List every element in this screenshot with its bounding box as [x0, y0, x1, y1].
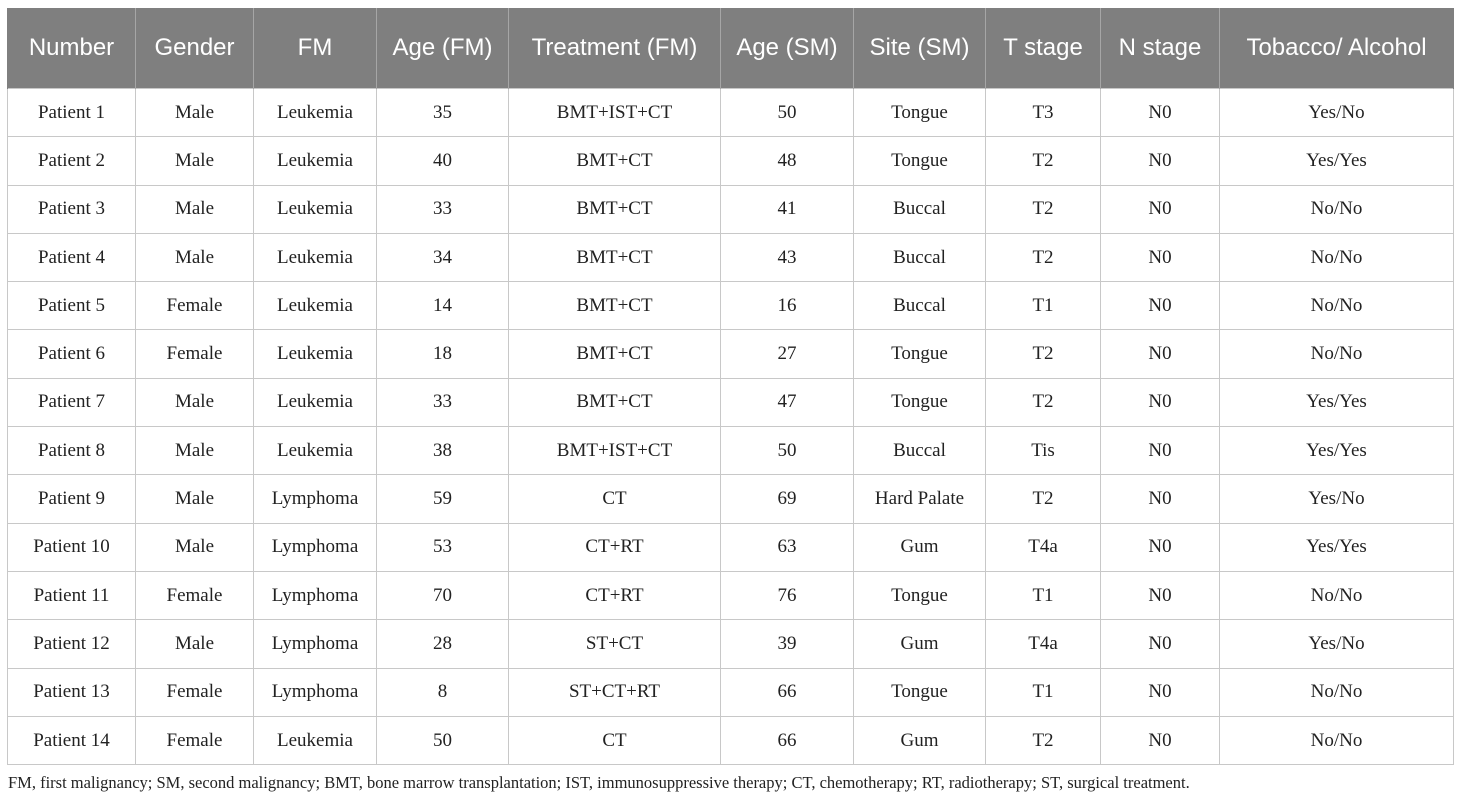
- cell-treatment-fm: BMT+IST+CT: [509, 89, 721, 137]
- cell-treatment-fm: BMT+IST+CT: [509, 427, 721, 475]
- table-row: [8, 523, 1454, 571]
- cell-site-sm: Buccal: [854, 233, 986, 281]
- table-row: [8, 620, 1454, 668]
- cell-tobacco-alcohol: No/No: [1220, 282, 1454, 330]
- cell-number: Patient 5: [8, 282, 136, 330]
- cell-tobacco-alcohol: Yes/No: [1220, 89, 1454, 137]
- cell-gender: Male: [136, 185, 254, 233]
- cell-n-stage: N0: [1101, 378, 1220, 426]
- cell-site-sm: Tongue: [854, 668, 986, 716]
- cell-gender: Female: [136, 668, 254, 716]
- cell-n-stage: N0: [1101, 668, 1220, 716]
- cell-treatment-fm: BMT+CT: [509, 330, 721, 378]
- cell-site-sm: Tongue: [854, 137, 986, 185]
- cell-age-fm: 28: [377, 620, 509, 668]
- cell-age-sm: 50: [721, 427, 854, 475]
- table-body: [8, 89, 1454, 765]
- cell-t-stage: T3: [986, 89, 1101, 137]
- table-row: [8, 668, 1454, 716]
- cell-gender: Male: [136, 378, 254, 426]
- cell-tobacco-alcohol: No/No: [1220, 185, 1454, 233]
- cell-tobacco-alcohol: No/No: [1220, 571, 1454, 619]
- cell-number: Patient 10: [8, 523, 136, 571]
- cell-gender: Male: [136, 233, 254, 281]
- cell-treatment-fm: ST+CT: [509, 620, 721, 668]
- cell-number: Patient 1: [8, 89, 136, 137]
- cell-fm: Leukemia: [254, 137, 377, 185]
- cell-site-sm: Tongue: [854, 89, 986, 137]
- cell-age-sm: 27: [721, 330, 854, 378]
- cell-gender: Male: [136, 137, 254, 185]
- cell-tobacco-alcohol: Yes/No: [1220, 475, 1454, 523]
- cell-age-sm: 69: [721, 475, 854, 523]
- cell-age-sm: 63: [721, 523, 854, 571]
- cell-age-fm: 8: [377, 668, 509, 716]
- cell-site-sm: Tongue: [854, 378, 986, 426]
- cell-treatment-fm: BMT+CT: [509, 185, 721, 233]
- cell-t-stage: T4a: [986, 523, 1101, 571]
- cell-age-sm: 41: [721, 185, 854, 233]
- cell-number: Patient 9: [8, 475, 136, 523]
- cell-fm: Lymphoma: [254, 475, 377, 523]
- cell-treatment-fm: CT+RT: [509, 523, 721, 571]
- table-row: [8, 185, 1454, 233]
- header-tobacco-alcohol: Tobacco/ Alcohol: [1220, 8, 1454, 89]
- cell-age-fm: 59: [377, 475, 509, 523]
- cell-gender: Male: [136, 620, 254, 668]
- cell-treatment-fm: CT: [509, 716, 721, 764]
- cell-site-sm: Gum: [854, 716, 986, 764]
- cell-gender: Male: [136, 523, 254, 571]
- patient-table: [7, 8, 1454, 765]
- cell-age-sm: 48: [721, 137, 854, 185]
- cell-gender: Female: [136, 282, 254, 330]
- cell-treatment-fm: ST+CT+RT: [509, 668, 721, 716]
- patient-table-container: [7, 8, 1453, 765]
- cell-n-stage: N0: [1101, 571, 1220, 619]
- cell-fm: Leukemia: [254, 716, 377, 764]
- cell-number: Patient 13: [8, 668, 136, 716]
- cell-n-stage: N0: [1101, 282, 1220, 330]
- cell-fm: Leukemia: [254, 282, 377, 330]
- cell-treatment-fm: CT: [509, 475, 721, 523]
- cell-gender: Male: [136, 427, 254, 475]
- cell-fm: Leukemia: [254, 185, 377, 233]
- cell-t-stage: T2: [986, 185, 1101, 233]
- cell-age-fm: 35: [377, 89, 509, 137]
- cell-n-stage: N0: [1101, 716, 1220, 764]
- cell-fm: Leukemia: [254, 233, 377, 281]
- cell-t-stage: T4a: [986, 620, 1101, 668]
- header-gender: Gender: [136, 8, 254, 89]
- cell-n-stage: N0: [1101, 427, 1220, 475]
- table-footnote: FM, first malignancy; SM, second malignancy; BMT, bone marrow transplantation; IST, immunosuppressive therapy; CT, chemotherapy; RT, radiotherapy; ST, surgical treatment.: [8, 773, 1190, 792]
- cell-t-stage: T1: [986, 571, 1101, 619]
- cell-t-stage: T2: [986, 475, 1101, 523]
- cell-site-sm: Gum: [854, 523, 986, 571]
- cell-age-fm: 33: [377, 185, 509, 233]
- cell-tobacco-alcohol: Yes/Yes: [1220, 427, 1454, 475]
- header-age-sm: Age (SM): [721, 8, 854, 89]
- header-age-fm: Age (FM): [377, 8, 509, 89]
- header-fm: FM: [254, 8, 377, 89]
- cell-number: Patient 8: [8, 427, 136, 475]
- table-row: [8, 330, 1454, 378]
- cell-fm: Leukemia: [254, 427, 377, 475]
- cell-age-sm: 76: [721, 571, 854, 619]
- cell-t-stage: T2: [986, 378, 1101, 426]
- table-row: [8, 378, 1454, 426]
- header-treatment-fm: Treatment (FM): [509, 8, 721, 89]
- cell-gender: Female: [136, 716, 254, 764]
- cell-n-stage: N0: [1101, 233, 1220, 281]
- table-row: [8, 571, 1454, 619]
- cell-age-fm: 53: [377, 523, 509, 571]
- cell-number: Patient 2: [8, 137, 136, 185]
- table-row: [8, 716, 1454, 764]
- table-header-row: [8, 8, 1454, 89]
- cell-number: Patient 4: [8, 233, 136, 281]
- table-row: [8, 89, 1454, 137]
- cell-age-sm: 16: [721, 282, 854, 330]
- cell-n-stage: N0: [1101, 137, 1220, 185]
- cell-tobacco-alcohol: No/No: [1220, 330, 1454, 378]
- cell-fm: Lymphoma: [254, 523, 377, 571]
- header-n-stage: N stage: [1101, 8, 1220, 89]
- cell-age-fm: 40: [377, 137, 509, 185]
- cell-treatment-fm: BMT+CT: [509, 233, 721, 281]
- cell-age-fm: 38: [377, 427, 509, 475]
- cell-fm: Lymphoma: [254, 668, 377, 716]
- cell-age-fm: 18: [377, 330, 509, 378]
- cell-tobacco-alcohol: Yes/Yes: [1220, 523, 1454, 571]
- cell-gender: Male: [136, 89, 254, 137]
- table-row: [8, 137, 1454, 185]
- cell-age-fm: 34: [377, 233, 509, 281]
- cell-t-stage: T2: [986, 233, 1101, 281]
- header-site-sm: Site (SM): [854, 8, 986, 89]
- cell-age-sm: 50: [721, 89, 854, 137]
- cell-age-sm: 43: [721, 233, 854, 281]
- cell-site-sm: Tongue: [854, 571, 986, 619]
- cell-n-stage: N0: [1101, 620, 1220, 668]
- table-row: [8, 475, 1454, 523]
- cell-fm: Leukemia: [254, 330, 377, 378]
- cell-gender: Female: [136, 330, 254, 378]
- cell-age-sm: 39: [721, 620, 854, 668]
- cell-treatment-fm: BMT+CT: [509, 378, 721, 426]
- cell-age-fm: 70: [377, 571, 509, 619]
- table-row: [8, 427, 1454, 475]
- cell-treatment-fm: BMT+CT: [509, 137, 721, 185]
- header-t-stage: T stage: [986, 8, 1101, 89]
- cell-age-sm: 66: [721, 716, 854, 764]
- cell-n-stage: N0: [1101, 475, 1220, 523]
- cell-n-stage: N0: [1101, 330, 1220, 378]
- cell-t-stage: T2: [986, 330, 1101, 378]
- cell-age-sm: 47: [721, 378, 854, 426]
- cell-gender: Female: [136, 571, 254, 619]
- cell-site-sm: Buccal: [854, 185, 986, 233]
- cell-n-stage: N0: [1101, 185, 1220, 233]
- cell-tobacco-alcohol: No/No: [1220, 668, 1454, 716]
- cell-number: Patient 14: [8, 716, 136, 764]
- cell-site-sm: Gum: [854, 620, 986, 668]
- cell-gender: Male: [136, 475, 254, 523]
- cell-tobacco-alcohol: Yes/Yes: [1220, 378, 1454, 426]
- cell-treatment-fm: CT+RT: [509, 571, 721, 619]
- cell-number: Patient 7: [8, 378, 136, 426]
- cell-t-stage: T2: [986, 137, 1101, 185]
- cell-number: Patient 12: [8, 620, 136, 668]
- cell-t-stage: T1: [986, 668, 1101, 716]
- cell-fm: Lymphoma: [254, 620, 377, 668]
- cell-site-sm: Hard Palate: [854, 475, 986, 523]
- header-number: Number: [8, 8, 136, 89]
- cell-site-sm: Buccal: [854, 282, 986, 330]
- cell-fm: Leukemia: [254, 89, 377, 137]
- cell-age-sm: 66: [721, 668, 854, 716]
- cell-age-fm: 50: [377, 716, 509, 764]
- cell-age-fm: 33: [377, 378, 509, 426]
- cell-age-fm: 14: [377, 282, 509, 330]
- cell-tobacco-alcohol: No/No: [1220, 233, 1454, 281]
- table-row: [8, 282, 1454, 330]
- cell-tobacco-alcohol: No/No: [1220, 716, 1454, 764]
- cell-t-stage: T1: [986, 282, 1101, 330]
- cell-fm: Leukemia: [254, 378, 377, 426]
- cell-t-stage: T2: [986, 716, 1101, 764]
- cell-n-stage: N0: [1101, 89, 1220, 137]
- cell-site-sm: Tongue: [854, 330, 986, 378]
- table-row: [8, 233, 1454, 281]
- cell-fm: Lymphoma: [254, 571, 377, 619]
- cell-site-sm: Buccal: [854, 427, 986, 475]
- cell-tobacco-alcohol: Yes/Yes: [1220, 137, 1454, 185]
- cell-number: Patient 3: [8, 185, 136, 233]
- cell-treatment-fm: BMT+CT: [509, 282, 721, 330]
- cell-tobacco-alcohol: Yes/No: [1220, 620, 1454, 668]
- cell-t-stage: Tis: [986, 427, 1101, 475]
- cell-number: Patient 6: [8, 330, 136, 378]
- cell-n-stage: N0: [1101, 523, 1220, 571]
- cell-number: Patient 11: [8, 571, 136, 619]
